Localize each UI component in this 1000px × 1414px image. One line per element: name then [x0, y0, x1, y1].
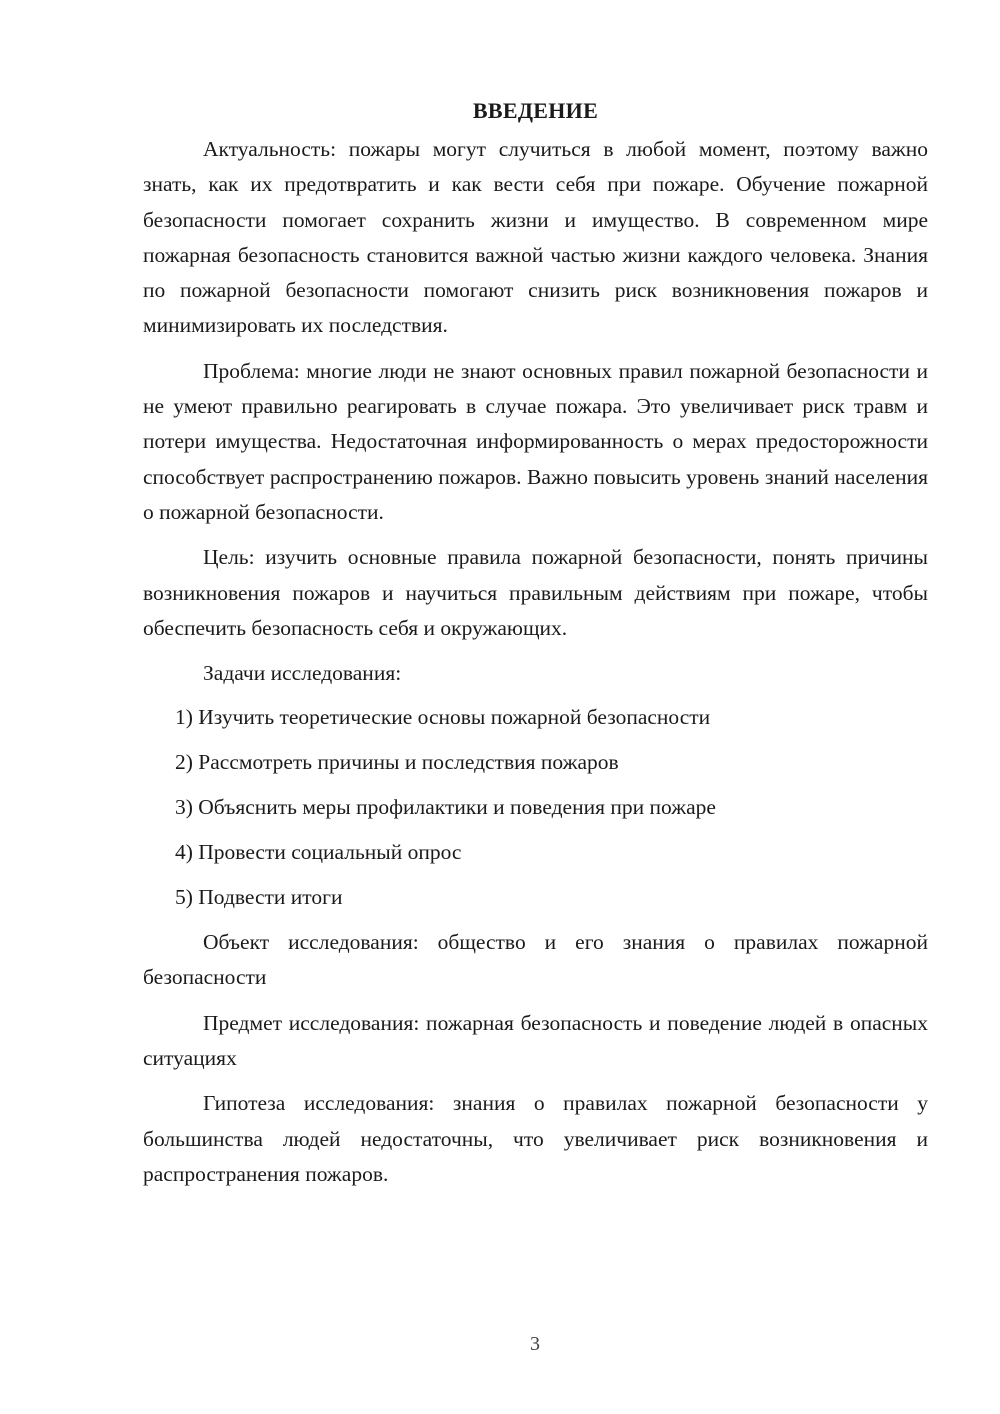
paragraph-problem: Проблема: многие люди не знают основных правил пожарной безопасности и не умеют правильно реагировать в случае пожара. Это увеличивает риск травм и потери имущества. Недостаточная информированность о мерах предосторожности способствует распространению пожаров. Важно повысить уровень знаний населения о пожарной безопасности.: [143, 358, 928, 524]
task-list: [143, 700, 928, 915]
document-page: [143, 96, 928, 1202]
paragraph-research-subject: Предмет исследования: пожарная безопасность и поведение людей в опасных ситуациях: [143, 1010, 928, 1071]
tasks-heading: Задачи исследования:: [203, 661, 402, 686]
task-item: 5) Подвести итоги: [175, 885, 343, 910]
paragraph-research-object: Объект исследования: общество и его знания о правилах пожарной безопасности: [143, 930, 928, 990]
task-item: 1) Изучить теоретические основы пожарной безопасности: [175, 705, 711, 730]
paragraph-goal: Цель: изучить основные правила пожарной безопасности, понять причины возникновения пожаров и научиться правильным действиям при пожаре, чтобы обеспечить безопасность себя и окружающих.: [143, 545, 928, 640]
task-item: 4) Провести социальный опрос: [175, 840, 462, 865]
page-title: ВВЕДЕНИЕ: [472, 98, 599, 123]
task-item: 3) Объяснить меры профилактики и поведения при пожаре: [175, 795, 716, 820]
paragraph-hypothesis: Гипотеза исследования: знания о правилах пожарной безопасности у большинства людей недостаточны, что увеличивает риск возникновения и распространения пожаров.: [143, 1091, 928, 1186]
paragraph-relevance: Актуальность: пожары могут случиться в любой момент, поэтому важно знать, как их предотвратить и как вести себя при пожаре. Обучение пожарной безопасности помогает сохранить жизни и имущество. В современном мире пожарная безопасность становится важной частью жизни каждого человека. Знания по пожарной безопасности помогают снизить риск возникновения пожаров и минимизировать их последствия.: [143, 137, 928, 338]
page-number: 3: [530, 1333, 540, 1355]
task-item: 2) Рассмотреть причины и последствия пожаров: [175, 750, 619, 775]
